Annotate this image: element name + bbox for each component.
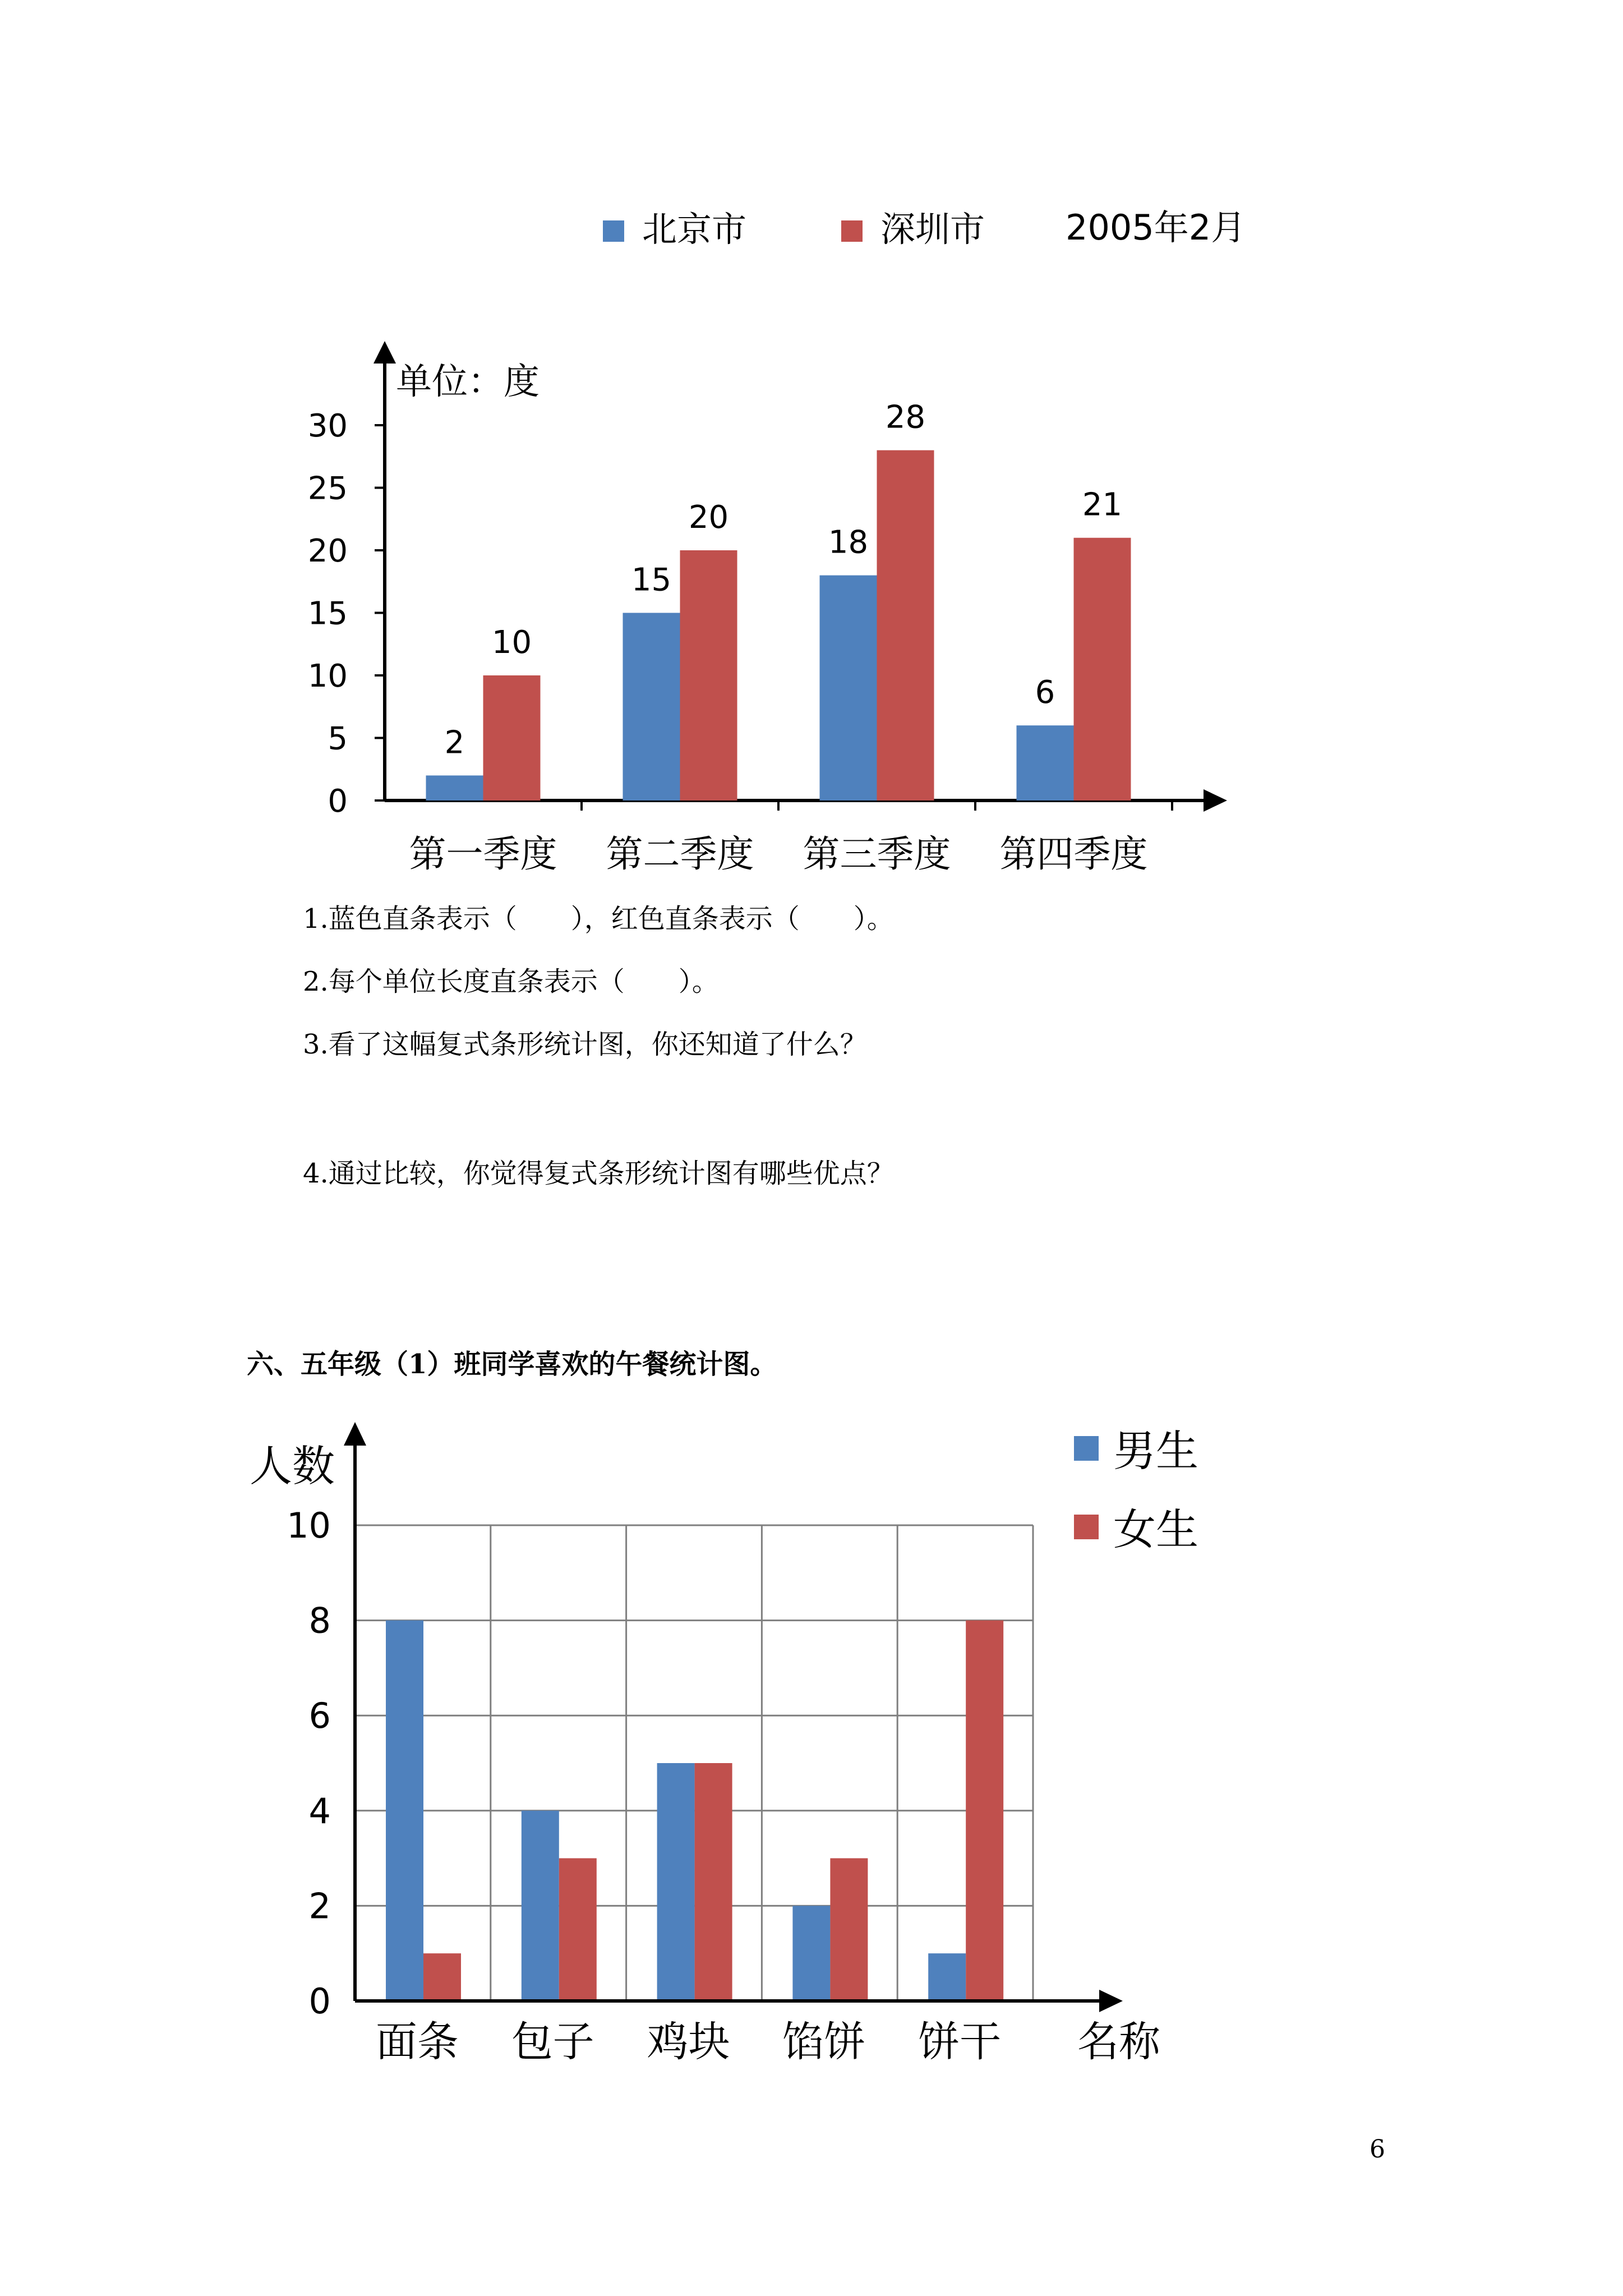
bar-boys xyxy=(928,1953,966,2001)
legend-swatch-2 xyxy=(1074,1515,1099,1539)
legend-label-1: 北京市 xyxy=(642,209,747,250)
question-1: 1.蓝色直条表示（ ），红色直条表示（ ）。 xyxy=(303,903,894,935)
bar-boys xyxy=(522,1811,559,2001)
data-label: 10 xyxy=(491,624,532,661)
data-label: 18 xyxy=(828,524,869,561)
chart-date-note: 2005年2月 xyxy=(1066,207,1246,248)
bar-girls xyxy=(966,1621,1003,2001)
data-label: 28 xyxy=(885,399,926,436)
y-axis-label: 单位：度 xyxy=(396,361,540,403)
data-label: 15 xyxy=(631,562,672,599)
question-4: 4.通过比较，你觉得复式条形统计图有哪些优点？ xyxy=(303,1158,894,1189)
bar-girls xyxy=(830,1858,868,2001)
y-tick-label: 0 xyxy=(328,783,348,820)
bar-girls xyxy=(423,1953,461,2001)
legend-label-1: 男生 xyxy=(1113,1426,1198,1476)
y-tick-label: 2 xyxy=(308,1885,331,1927)
x-axis-arrow xyxy=(1099,1990,1123,2012)
x-category-label: 包子 xyxy=(511,2018,594,2066)
data-label: 2 xyxy=(444,724,465,761)
y-axis-arrow xyxy=(344,1422,366,1446)
legend-label-2: 深圳市 xyxy=(880,209,985,250)
data-label: 6 xyxy=(1035,674,1055,711)
question-2: 2.每个单位长度直条表示（ ）。 xyxy=(303,966,719,997)
data-label: 20 xyxy=(688,499,729,536)
y-axis-label: 人数 xyxy=(250,1441,335,1491)
x-category-label: 第一季度 xyxy=(409,832,557,876)
legend-label-2: 女生 xyxy=(1113,1504,1198,1554)
bar-boys xyxy=(386,1621,423,2001)
bar-girls xyxy=(559,1858,597,2001)
y-tick-label: 30 xyxy=(307,408,348,444)
y-tick-label: 5 xyxy=(328,720,348,757)
x-category-label: 第三季度 xyxy=(803,832,951,876)
legend-swatch-1 xyxy=(1074,1436,1099,1461)
bar-girls xyxy=(695,1763,732,2001)
y-tick-label: 0 xyxy=(308,1981,331,2022)
y-tick-label: 10 xyxy=(307,658,348,694)
x-category-label: 鸡块 xyxy=(647,2018,730,2066)
y-tick-label: 20 xyxy=(307,533,348,569)
y-tick-label: 15 xyxy=(307,595,348,632)
y-tick-label: 4 xyxy=(308,1790,331,1832)
y-tick-label: 6 xyxy=(308,1695,331,1737)
section-6-title: 六、五年级（1）班同学喜欢的午餐统计图。 xyxy=(247,1349,777,1380)
x-category-label: 馅饼 xyxy=(782,2018,866,2066)
page-number: 6 xyxy=(1370,2135,1385,2164)
bar-boys xyxy=(657,1763,695,2001)
x-category-label: 饼干 xyxy=(918,2018,1002,2066)
y-tick-label: 10 xyxy=(287,1505,331,1546)
x-category-label: 第二季度 xyxy=(606,832,754,876)
y-tick-label: 8 xyxy=(308,1600,331,1641)
x-category-label: 面条 xyxy=(375,2018,459,2066)
y-tick-label: 25 xyxy=(307,470,348,507)
question-3: 3.看了这幅复式条形统计图，你还知道了什么？ xyxy=(303,1029,867,1060)
bar-boys xyxy=(792,1906,830,2001)
x-category-label: 第四季度 xyxy=(999,832,1148,876)
data-label: 21 xyxy=(1082,486,1123,523)
x-axis-label: 名称 xyxy=(1077,2018,1160,2066)
